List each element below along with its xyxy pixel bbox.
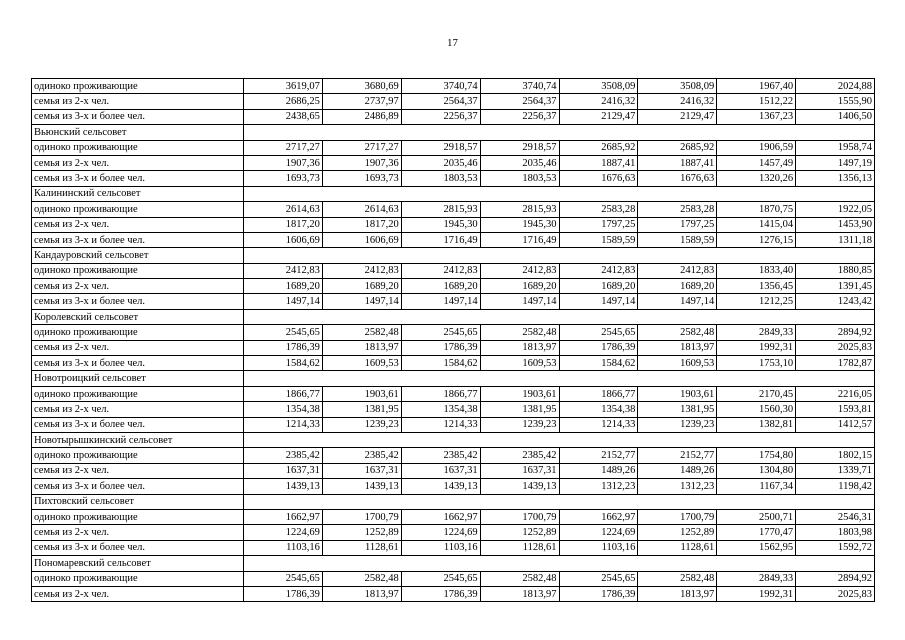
value-cell: 1802,15	[796, 448, 875, 463]
value-cell: 2438,65	[244, 109, 323, 124]
value-cell: 1803,53	[401, 171, 480, 186]
table-row	[32, 171, 875, 186]
value-cell: 1214,33	[559, 417, 638, 432]
value-cell: 1786,39	[244, 586, 323, 601]
value-cell: 1786,39	[401, 586, 480, 601]
value-cell: 2035,46	[480, 155, 559, 170]
value-cell: 1689,20	[559, 279, 638, 294]
value-cell: 3619,07	[244, 79, 323, 94]
value-cell: 3680,69	[322, 79, 401, 94]
value-cell: 1412,57	[796, 417, 875, 432]
value-cell: 2545,65	[401, 325, 480, 340]
section-header-row	[32, 432, 875, 447]
table-row	[32, 109, 875, 124]
value-cell: 1700,79	[322, 509, 401, 524]
row-label: семья из 2-х чел.	[32, 463, 244, 478]
value-cell: 1103,16	[244, 540, 323, 555]
value-cell: 2035,46	[401, 155, 480, 170]
row-label: семья из 2-х чел.	[32, 340, 244, 355]
value-cell: 2416,32	[559, 94, 638, 109]
value-cell: 1880,85	[796, 263, 875, 278]
row-label: семья из 3-х и более чел.	[32, 294, 244, 309]
value-cell: 1356,13	[796, 171, 875, 186]
value-cell: 1276,15	[717, 232, 796, 247]
table-row	[32, 417, 875, 432]
value-cell: 1312,23	[638, 479, 717, 494]
row-label: одиноко проживающие	[32, 571, 244, 586]
value-cell: 1354,38	[401, 402, 480, 417]
value-cell: 1320,26	[717, 171, 796, 186]
value-cell: 3740,74	[480, 79, 559, 94]
section-filler-cell	[244, 494, 875, 509]
value-cell: 1945,30	[401, 217, 480, 232]
value-cell: 1786,39	[401, 340, 480, 355]
value-cell: 2152,77	[638, 448, 717, 463]
value-cell: 1167,34	[717, 479, 796, 494]
value-cell: 1693,73	[322, 171, 401, 186]
value-cell: 1786,39	[559, 586, 638, 601]
row-label: семья из 2-х чел.	[32, 94, 244, 109]
value-cell: 1497,14	[401, 294, 480, 309]
row-label: семья из 2-х чел.	[32, 525, 244, 540]
value-cell: 2582,48	[322, 571, 401, 586]
table-row	[32, 571, 875, 586]
value-cell: 2564,37	[401, 94, 480, 109]
value-cell: 1662,97	[401, 509, 480, 524]
value-cell: 1128,61	[638, 540, 717, 555]
row-label: семья из 3-х и более чел.	[32, 356, 244, 371]
value-cell: 1866,77	[244, 386, 323, 401]
value-cell: 2545,65	[244, 325, 323, 340]
section-header-row	[32, 556, 875, 571]
value-cell: 1497,14	[638, 294, 717, 309]
value-cell: 2256,37	[480, 109, 559, 124]
value-cell: 2412,83	[638, 263, 717, 278]
value-cell: 2894,92	[796, 325, 875, 340]
value-cell: 2129,47	[559, 109, 638, 124]
tariff-table	[31, 78, 875, 602]
value-cell: 2717,27	[322, 140, 401, 155]
value-cell: 1239,23	[322, 417, 401, 432]
value-cell: 2129,47	[638, 109, 717, 124]
section-title: Пономаревский сельсовет	[32, 556, 244, 571]
section-header-row	[32, 125, 875, 140]
value-cell: 1689,20	[401, 279, 480, 294]
value-cell: 1689,20	[322, 279, 401, 294]
table-body	[32, 79, 875, 602]
value-cell: 2849,33	[717, 571, 796, 586]
value-cell: 1212,25	[717, 294, 796, 309]
value-cell: 1803,53	[480, 171, 559, 186]
table-row	[32, 279, 875, 294]
row-label: семья из 3-х и более чел.	[32, 232, 244, 247]
value-cell: 2894,92	[796, 571, 875, 586]
value-cell: 1716,49	[401, 232, 480, 247]
row-label: семья из 3-х и более чел.	[32, 540, 244, 555]
value-cell: 1453,90	[796, 217, 875, 232]
row-label: одиноко проживающие	[32, 263, 244, 278]
table-row	[32, 356, 875, 371]
value-cell: 1356,45	[717, 279, 796, 294]
value-cell: 1439,13	[401, 479, 480, 494]
section-title: Новотроицкий сельсовет	[32, 371, 244, 386]
value-cell: 1967,40	[717, 79, 796, 94]
value-cell: 1497,19	[796, 155, 875, 170]
value-cell: 1252,89	[638, 525, 717, 540]
value-cell: 1803,98	[796, 525, 875, 540]
value-cell: 1589,59	[559, 232, 638, 247]
value-cell: 1224,69	[244, 525, 323, 540]
value-cell: 2686,25	[244, 94, 323, 109]
value-cell: 1128,61	[480, 540, 559, 555]
section-filler-cell	[244, 309, 875, 324]
value-cell: 1562,95	[717, 540, 796, 555]
section-title: Королевский сельсовет	[32, 309, 244, 324]
value-cell: 1584,62	[559, 356, 638, 371]
value-cell: 1584,62	[401, 356, 480, 371]
section-filler-cell	[244, 186, 875, 201]
value-cell: 1689,20	[244, 279, 323, 294]
section-header-row	[32, 309, 875, 324]
value-cell: 1813,97	[638, 586, 717, 601]
table-row	[32, 340, 875, 355]
row-label: одиноко проживающие	[32, 386, 244, 401]
value-cell: 1637,31	[480, 463, 559, 478]
value-cell: 2412,83	[322, 263, 401, 278]
row-label: одиноко проживающие	[32, 140, 244, 155]
table-row	[32, 509, 875, 524]
value-cell: 1693,73	[244, 171, 323, 186]
value-cell: 1198,42	[796, 479, 875, 494]
value-cell: 1382,81	[717, 417, 796, 432]
value-cell: 1754,80	[717, 448, 796, 463]
section-header-row	[32, 494, 875, 509]
section-title: Пихтовский сельсовет	[32, 494, 244, 509]
value-cell: 1945,30	[480, 217, 559, 232]
value-cell: 2815,93	[401, 202, 480, 217]
value-cell: 1786,39	[244, 340, 323, 355]
value-cell: 2152,77	[559, 448, 638, 463]
value-cell: 1676,63	[638, 171, 717, 186]
row-label: семья из 3-х и более чел.	[32, 479, 244, 494]
value-cell: 1560,30	[717, 402, 796, 417]
value-cell: 2025,83	[796, 586, 875, 601]
value-cell: 1354,38	[559, 402, 638, 417]
value-cell: 1367,23	[717, 109, 796, 124]
value-cell: 1637,31	[244, 463, 323, 478]
page-number: 17	[447, 37, 458, 49]
value-cell: 1753,10	[717, 356, 796, 371]
value-cell: 2412,83	[244, 263, 323, 278]
value-cell: 2412,83	[559, 263, 638, 278]
value-cell: 2583,28	[638, 202, 717, 217]
value-cell: 1637,31	[401, 463, 480, 478]
value-cell: 2256,37	[401, 109, 480, 124]
value-cell: 1958,74	[796, 140, 875, 155]
value-cell: 1813,97	[480, 340, 559, 355]
value-cell: 1813,97	[322, 586, 401, 601]
value-cell: 1224,69	[559, 525, 638, 540]
table-row	[32, 202, 875, 217]
value-cell: 1770,47	[717, 525, 796, 540]
value-cell: 1903,61	[322, 386, 401, 401]
value-cell: 1406,50	[796, 109, 875, 124]
value-cell: 1609,53	[480, 356, 559, 371]
table-row	[32, 94, 875, 109]
value-cell: 1813,97	[480, 586, 559, 601]
section-filler-cell	[244, 556, 875, 571]
table-row	[32, 140, 875, 155]
value-cell: 2614,63	[322, 202, 401, 217]
value-cell: 1592,72	[796, 540, 875, 555]
value-cell: 1782,87	[796, 356, 875, 371]
value-cell: 2614,63	[244, 202, 323, 217]
value-cell: 1866,77	[401, 386, 480, 401]
table-row	[32, 386, 875, 401]
value-cell: 1797,25	[559, 217, 638, 232]
value-cell: 1497,14	[322, 294, 401, 309]
value-cell: 2170,45	[717, 386, 796, 401]
value-cell: 2918,57	[401, 140, 480, 155]
value-cell: 2737,97	[322, 94, 401, 109]
value-cell: 2412,83	[401, 263, 480, 278]
row-label: семья из 2-х чел.	[32, 217, 244, 232]
row-label: семья из 2-х чел.	[32, 402, 244, 417]
table-row	[32, 402, 875, 417]
row-label: семья из 2-х чел.	[32, 586, 244, 601]
table-row	[32, 232, 875, 247]
section-title: Кандауровский сельсовет	[32, 248, 244, 263]
value-cell: 1457,49	[717, 155, 796, 170]
value-cell: 1497,14	[244, 294, 323, 309]
value-cell: 1716,49	[480, 232, 559, 247]
section-filler-cell	[244, 248, 875, 263]
value-cell: 1214,33	[401, 417, 480, 432]
value-cell: 1813,97	[638, 340, 717, 355]
table-row	[32, 155, 875, 170]
table-row	[32, 448, 875, 463]
value-cell: 1907,36	[244, 155, 323, 170]
value-cell: 1870,75	[717, 202, 796, 217]
value-cell: 1354,38	[244, 402, 323, 417]
value-cell: 2582,48	[638, 325, 717, 340]
value-cell: 1903,61	[480, 386, 559, 401]
value-cell: 1391,45	[796, 279, 875, 294]
row-label: одиноко проживающие	[32, 79, 244, 94]
value-cell: 2582,48	[480, 325, 559, 340]
value-cell: 1689,20	[480, 279, 559, 294]
value-cell: 1662,97	[559, 509, 638, 524]
table-row	[32, 586, 875, 601]
value-cell: 2918,57	[480, 140, 559, 155]
value-cell: 2685,92	[638, 140, 717, 155]
section-title: Новотырышкинский сельсовет	[32, 432, 244, 447]
value-cell: 1243,42	[796, 294, 875, 309]
row-label: семья из 2-х чел.	[32, 279, 244, 294]
value-cell: 1103,16	[401, 540, 480, 555]
value-cell: 2564,37	[480, 94, 559, 109]
value-cell: 2385,42	[244, 448, 323, 463]
table-row	[32, 463, 875, 478]
value-cell: 1312,23	[559, 479, 638, 494]
row-label: семья из 3-х и более чел.	[32, 171, 244, 186]
value-cell: 1689,20	[638, 279, 717, 294]
value-cell: 1497,14	[559, 294, 638, 309]
section-filler-cell	[244, 432, 875, 447]
value-cell: 1866,77	[559, 386, 638, 401]
value-cell: 1637,31	[322, 463, 401, 478]
table-row	[32, 479, 875, 494]
value-cell: 2385,42	[401, 448, 480, 463]
row-label: одиноко проживающие	[32, 509, 244, 524]
value-cell: 1214,33	[244, 417, 323, 432]
value-cell: 2385,42	[322, 448, 401, 463]
value-cell: 1700,79	[480, 509, 559, 524]
value-cell: 1584,62	[244, 356, 323, 371]
value-cell: 2546,31	[796, 509, 875, 524]
table-row	[32, 79, 875, 94]
value-cell: 2500,71	[717, 509, 796, 524]
value-cell: 1381,95	[480, 402, 559, 417]
row-label: одиноко проживающие	[32, 325, 244, 340]
value-cell: 1992,31	[717, 586, 796, 601]
value-cell: 3508,09	[638, 79, 717, 94]
value-cell: 1833,40	[717, 263, 796, 278]
value-cell: 1992,31	[717, 340, 796, 355]
value-cell: 3508,09	[559, 79, 638, 94]
value-cell: 1786,39	[559, 340, 638, 355]
row-label: семья из 2-х чел.	[32, 155, 244, 170]
row-label: одиноко проживающие	[32, 448, 244, 463]
value-cell: 2545,65	[244, 571, 323, 586]
value-cell: 2545,65	[559, 325, 638, 340]
value-cell: 1497,14	[480, 294, 559, 309]
table-row	[32, 325, 875, 340]
value-cell: 2582,48	[322, 325, 401, 340]
value-cell: 1813,97	[322, 340, 401, 355]
value-cell: 1903,61	[638, 386, 717, 401]
section-title: Калининский сельсовет	[32, 186, 244, 201]
row-label: семья из 3-х и более чел.	[32, 109, 244, 124]
value-cell: 1239,23	[480, 417, 559, 432]
value-cell: 3740,74	[401, 79, 480, 94]
value-cell: 2582,48	[638, 571, 717, 586]
value-cell: 2545,65	[401, 571, 480, 586]
value-cell: 1415,04	[717, 217, 796, 232]
value-cell: 1489,26	[638, 463, 717, 478]
value-cell: 1311,18	[796, 232, 875, 247]
value-cell: 2685,92	[559, 140, 638, 155]
row-label: одиноко проживающие	[32, 202, 244, 217]
value-cell: 1700,79	[638, 509, 717, 524]
row-label: семья из 3-х и более чел.	[32, 417, 244, 432]
section-filler-cell	[244, 125, 875, 140]
value-cell: 1606,69	[244, 232, 323, 247]
value-cell: 1589,59	[638, 232, 717, 247]
section-header-row	[32, 186, 875, 201]
table-row	[32, 217, 875, 232]
value-cell: 2216,05	[796, 386, 875, 401]
value-cell: 2024,88	[796, 79, 875, 94]
value-cell: 1606,69	[322, 232, 401, 247]
value-cell: 2025,83	[796, 340, 875, 355]
value-cell: 1817,20	[322, 217, 401, 232]
value-cell: 1339,71	[796, 463, 875, 478]
value-cell: 1662,97	[244, 509, 323, 524]
section-title: Вьюнский сельсовет	[32, 125, 244, 140]
value-cell: 2385,42	[480, 448, 559, 463]
value-cell: 1239,23	[638, 417, 717, 432]
value-cell: 1609,53	[322, 356, 401, 371]
value-cell: 1128,61	[322, 540, 401, 555]
value-cell: 1609,53	[638, 356, 717, 371]
value-cell: 2582,48	[480, 571, 559, 586]
value-cell: 2717,27	[244, 140, 323, 155]
value-cell: 1887,41	[559, 155, 638, 170]
section-filler-cell	[244, 371, 875, 386]
value-cell: 2545,65	[559, 571, 638, 586]
value-cell: 1593,81	[796, 402, 875, 417]
value-cell: 2486,89	[322, 109, 401, 124]
value-cell: 1252,89	[322, 525, 401, 540]
value-cell: 2815,93	[480, 202, 559, 217]
value-cell: 1381,95	[322, 402, 401, 417]
value-cell: 1439,13	[244, 479, 323, 494]
table-row	[32, 525, 875, 540]
value-cell: 2849,33	[717, 325, 796, 340]
value-cell: 1555,90	[796, 94, 875, 109]
value-cell: 1887,41	[638, 155, 717, 170]
value-cell: 1439,13	[480, 479, 559, 494]
table-row	[32, 294, 875, 309]
value-cell: 1381,95	[638, 402, 717, 417]
value-cell: 1224,69	[401, 525, 480, 540]
value-cell: 2416,32	[638, 94, 717, 109]
value-cell: 1512,22	[717, 94, 796, 109]
value-cell: 1817,20	[244, 217, 323, 232]
value-cell: 1304,80	[717, 463, 796, 478]
value-cell: 1797,25	[638, 217, 717, 232]
table-row	[32, 263, 875, 278]
value-cell: 1489,26	[559, 463, 638, 478]
value-cell: 1676,63	[559, 171, 638, 186]
value-cell: 1906,59	[717, 140, 796, 155]
value-cell: 2412,83	[480, 263, 559, 278]
table-row	[32, 540, 875, 555]
value-cell: 1439,13	[322, 479, 401, 494]
value-cell: 1252,89	[480, 525, 559, 540]
value-cell: 1103,16	[559, 540, 638, 555]
value-cell: 1907,36	[322, 155, 401, 170]
section-header-row	[32, 248, 875, 263]
value-cell: 1922,05	[796, 202, 875, 217]
value-cell: 2583,28	[559, 202, 638, 217]
section-header-row	[32, 371, 875, 386]
